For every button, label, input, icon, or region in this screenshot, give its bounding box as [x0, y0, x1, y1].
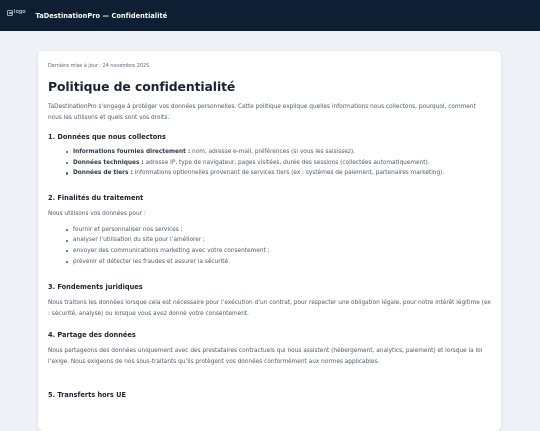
- section-heading: 5. Transferts hors UE: [48, 391, 127, 399]
- section-heading: 4. Partage des données: [48, 331, 136, 339]
- data-collected-list: [48, 147, 491, 179]
- section-body: Nous partageons des données uniquement avec des prestataires contractuels qui nous assistent (hébergement, analytics, paiement) et lorsque la loi l’exige. Nous exigeons de nos sous-traitants qu’ils protègent vos données conformément aux normes applicables.: [48, 348, 483, 365]
- section-heading: 3. Fondements juridiques: [48, 283, 143, 291]
- section-transfers: [48, 391, 491, 399]
- last-updated: Dernière mise à jour : 24 novembre 2025: [48, 63, 150, 69]
- list-item: fournir et personnaliser nos services ;: [48, 225, 491, 236]
- list-item: prévenir et détecter les fraudes et assurer la sécurité.: [48, 257, 491, 268]
- section-purposes: [48, 194, 491, 267]
- list-item: envoyer des communications marketing avec votre consentement ;: [48, 246, 491, 257]
- list-item: analyser l’utilisation du site pour l’améliorer ;: [48, 235, 491, 246]
- logo-alt-text: logo: [14, 8, 26, 15]
- section-data-collected: [48, 133, 491, 179]
- intro-paragraph: TaDestinationPro s’engage à protéger vos données personnelles. Cette politique explique quelles informations nous collectons, pourquoi, comment nous les utilisons et quels sont vos droits.: [48, 103, 476, 121]
- page-title: Politique de confidentialité: [48, 78, 236, 94]
- policy-card: [38, 51, 501, 431]
- top-bar: [0, 0, 540, 31]
- section-lead: Nous utilisons vos données pour :: [48, 211, 146, 217]
- section-data-sharing: [48, 331, 491, 368]
- section-heading: 1. Données que nous collectons: [48, 133, 166, 141]
- section-body: Nous traitons les données lorsque cela est nécessaire pour l’exécution d’un contrat, pour respecter une obligation légale, pour notre intérêt légitime (ex : sécurité, analyse) ou lorsque vous avez donné votre consentement.: [48, 300, 491, 317]
- section-legal-basis: [48, 283, 491, 320]
- list-item: Données de tiers : informations optionnelles provenant de services tiers (ex : systèmes de paiement, partenaires marketing).: [48, 168, 491, 179]
- section-heading: 2. Finalités du traitement: [48, 194, 144, 202]
- purposes-list: [48, 225, 491, 267]
- list-item: Informations fournies directement : nom, adresse e-mail, préférences (si vous les saisissez).: [48, 147, 491, 158]
- broken-image-icon: [7, 10, 13, 16]
- site-title: TaDestinationPro — Confidentialité: [35, 12, 168, 20]
- list-item: Données techniques : adresse IP, type de navigateur, pages visitées, durée des sessions (collectées automatiquement).: [48, 158, 491, 169]
- logo[interactable]: [7, 10, 26, 16]
